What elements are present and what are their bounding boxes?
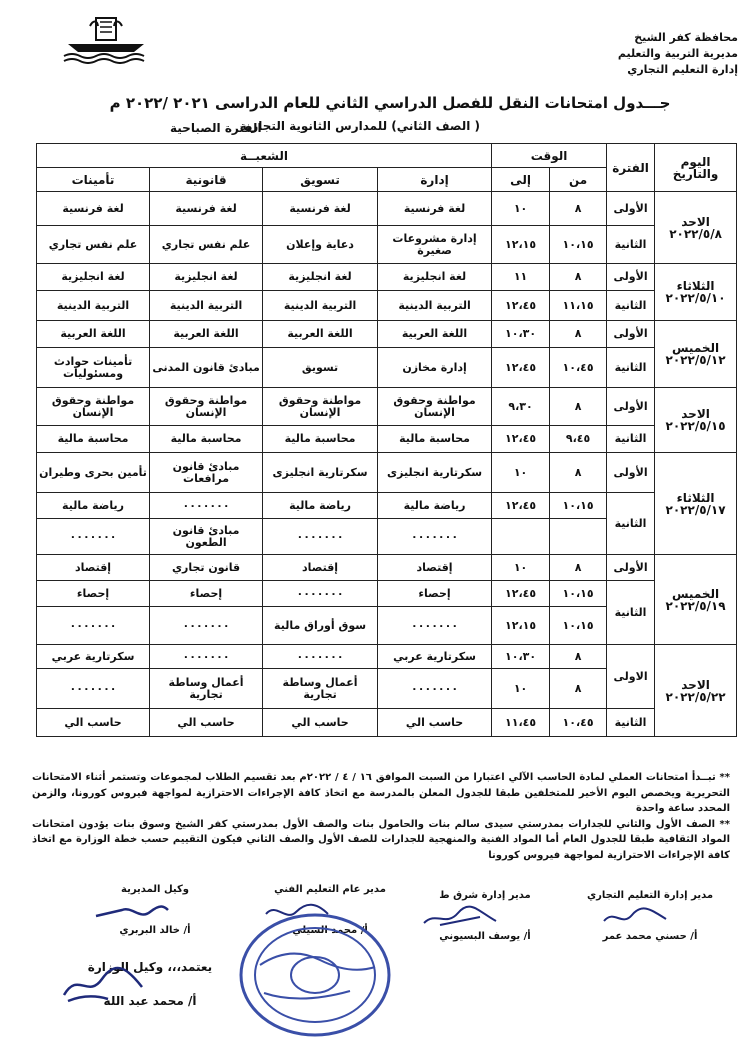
legal-cell: ٠٠٠٠٠٠٠ [150, 645, 263, 669]
admin-cell: لغة فرنسية [378, 192, 492, 226]
to-cell: ٩،٣٠ [492, 388, 550, 426]
signature-scribble-icon [58, 965, 148, 1005]
to-cell [492, 519, 550, 555]
legal-cell: التربية الدينية [150, 291, 263, 321]
exam-date: ٢٠٢٢/٥/١٥ [665, 419, 726, 433]
to-cell: ١٠ [492, 669, 550, 709]
admin-cell: لغة انجليزية [378, 264, 492, 291]
period-cell: الثانية [607, 493, 655, 555]
legal-cell: لغة انجليزية [150, 264, 263, 291]
admin-cell: رياضة مالية [378, 493, 492, 519]
day-date-cell [655, 645, 737, 737]
period-cell: الاولى [607, 645, 655, 709]
day-date-header: اليوم والتاريخ [655, 144, 737, 192]
day-name: الاحد [681, 214, 710, 229]
legal-cell: لغة فرنسية [150, 192, 263, 226]
admin-cell: ٠٠٠٠٠٠٠ [378, 669, 492, 709]
from-cell: ٩،٤٥ [550, 426, 607, 453]
exam-date: ٢٠٢٢/٥/١٧ [665, 502, 726, 517]
period-cell: الأولى [607, 192, 655, 226]
insurance-cell: التربية الدينية [37, 291, 150, 321]
to-cell: ١١ [492, 264, 550, 291]
marketing-cell: تسويق [263, 348, 378, 388]
table-row [37, 555, 737, 581]
to-cell: ١٢،٤٥ [492, 348, 550, 388]
note-computer-practical: ** تبــدأ امتحانات العملي لمادة الحاسب الآلي اعتبارا من السبت الموافق ١٦ / ٤ / ٢٠٢٢م بعد تقسيم الطلاب لمجموعات وتستمر أثناء الامتحانات التحريرية ويخصص اليوم الأخير للمتخلفين طبقا للجدول المعلن بالمدرسة مع اتخاذ كافة الإجراءات الاحترازية لمواجهة فيروس كورونا، والزمن المحدد ساعة واحدة [32, 772, 730, 814]
table-row [37, 645, 737, 669]
legal-cell: مبادئ قانون المدنى [150, 348, 263, 388]
legal-cell: إحصاء [150, 581, 263, 607]
to-cell: ١٢،٤٥ [492, 426, 550, 453]
table-row [37, 709, 737, 737]
insurance-cell: اللغة العربية [37, 321, 150, 348]
marketing-cell: حاسب الي [263, 709, 378, 737]
to-cell: ١٢،٤٥ [492, 493, 550, 519]
legal-cell: علم نفس تجاري [150, 226, 263, 264]
table-row [37, 348, 737, 388]
signature-name: أ/ يوسف البسيوني [439, 931, 531, 942]
admin-cell: سكرتارية عربي [378, 645, 492, 669]
signature-title: مدير إدارة شرق ط [439, 890, 531, 901]
signature-scribble-icon [92, 900, 172, 924]
from-cell: ٨ [550, 388, 607, 426]
day-name: الاحد [681, 407, 710, 421]
legal-cell: مبادئ قانون الطعون [150, 519, 263, 555]
day-date-cell [655, 192, 737, 264]
insurance-cell: لغة انجليزية [37, 264, 150, 291]
boat-logo-icon [60, 16, 152, 64]
exam-date: ٢٠٢٢/٥/٢٢ [665, 689, 726, 704]
admin-cell: اللغة العربية [378, 321, 492, 348]
legal-cell: مواطنة وحقوق الإنسان [150, 388, 263, 426]
admin-cell: إدارة مخازن [378, 348, 492, 388]
marketing-cell: لغة فرنسية [263, 192, 378, 226]
marketing-cell: لغة انجليزية [263, 264, 378, 291]
insurance-cell: ٠٠٠٠٠٠٠ [37, 519, 150, 555]
marketing-cell: ٠٠٠٠٠٠٠ [263, 581, 378, 607]
legal-cell: حاسب الي [150, 709, 263, 737]
insurance-cell: إقتصاد [37, 555, 150, 581]
from-cell: ١١،١٥ [550, 291, 607, 321]
insurance-cell: علم نفس تجاري [37, 226, 150, 264]
official-stamp-icon [230, 905, 400, 1045]
period-cell: الثانية [607, 709, 655, 737]
directorate-label: مديرية التربية والتعليم [617, 47, 738, 60]
grade-subtitle: ( الصف الثاني) للمدارس الثانوية التجارية [239, 119, 480, 133]
admin-cell: محاسبة مالية [378, 426, 492, 453]
period-cell: الأولى [607, 321, 655, 348]
table-row [37, 581, 737, 607]
morning-period-label: الفترة الصباحية [170, 121, 262, 135]
day-date-cell [655, 321, 737, 388]
table-row [37, 493, 737, 519]
to-cell: ١٠ [492, 192, 550, 226]
insurance-cell: رياضة مالية [37, 493, 150, 519]
table-row [37, 264, 737, 291]
signature-name: أ/ محمد السيلي [292, 925, 368, 936]
insurance-header: تأمينات [37, 168, 150, 192]
legal-header: قانونية [150, 168, 263, 192]
admin-cell: سكرتارية انجليزى [378, 453, 492, 493]
admin-cell: مواطنة وحقوق الإنسان [378, 388, 492, 426]
time-header: الوقت [492, 144, 607, 168]
from-cell: ١٠،١٥ [550, 607, 607, 645]
period-cell: الثانية [607, 426, 655, 453]
from-cell: ٨ [550, 645, 607, 669]
insurance-cell: إحصاء [37, 581, 150, 607]
signature-title: مدير عام التعليم الفني [274, 884, 386, 895]
from-cell: ١٠،١٥ [550, 493, 607, 519]
marketing-cell: مواطنة وحقوق الإنسان [263, 388, 378, 426]
insurance-cell: تأمينات حوادث ومسئوليات [37, 348, 150, 388]
day-date-cell [655, 388, 737, 453]
to-cell: ١٢،٤٥ [492, 581, 550, 607]
marketing-cell: أعمال وساطة تجارية [263, 669, 378, 709]
marketing-cell: إقتصاد [263, 555, 378, 581]
ministry-header [618, 30, 738, 78]
signature-scribble-icon [600, 905, 670, 929]
to-cell: ١١،٤٥ [492, 709, 550, 737]
table-row [37, 291, 737, 321]
day-date-cell [655, 264, 737, 321]
marketing-cell: محاسبة مالية [263, 426, 378, 453]
signature-name: أ/ خالد البربري [119, 925, 191, 936]
insurance-cell: لغة فرنسية [37, 192, 150, 226]
signature-name: أ/ حسني محمد عمر [602, 931, 698, 942]
signature-title: وكيل المديرية [121, 884, 189, 895]
marketing-cell: ٠٠٠٠٠٠٠ [263, 519, 378, 555]
admin-cell: ٠٠٠٠٠٠٠ [378, 519, 492, 555]
from-cell: ٨ [550, 453, 607, 493]
period-cell: الأولى [607, 388, 655, 426]
exam-schedule-table [36, 143, 737, 737]
to-cell: ١٠،٣٠ [492, 321, 550, 348]
admin-cell: ٠٠٠٠٠٠٠ [378, 607, 492, 645]
marketing-header: تسويق [263, 168, 378, 192]
page-title: جـــدول امتحانات النقل للفصل الدراسي الثاني للعام الدراسى ٢٠٢١ /٢٠٢٢ م [109, 94, 671, 112]
administration-label: إدارة التعليم التجاري [627, 63, 738, 76]
insurance-cell: مواطنة وحقوق الإنسان [37, 388, 150, 426]
admin-cell: حاسب الي [378, 709, 492, 737]
period-header: الفترة [607, 144, 655, 192]
period-cell: الأولى [607, 264, 655, 291]
schedule-body [37, 192, 737, 737]
admin-cell: إقتصاد [378, 555, 492, 581]
admin-cell: التربية الدينية [378, 291, 492, 321]
table-row [37, 453, 737, 493]
insurance-cell: ٠٠٠٠٠٠٠ [37, 607, 150, 645]
day-name: الاحد [681, 677, 710, 692]
legal-cell: مبادئ قانون مرافعات [150, 453, 263, 493]
insurance-cell: حاسب الي [37, 709, 150, 737]
marketing-cell: ٠٠٠٠٠٠٠ [263, 645, 378, 669]
from-cell [550, 519, 607, 555]
admin-cell: إحصاء [378, 581, 492, 607]
table-row [37, 226, 737, 264]
day-name: الخميس [671, 586, 720, 601]
legal-cell: ٠٠٠٠٠٠٠ [150, 493, 263, 519]
from-cell: ٨ [550, 669, 607, 709]
admin-header: إدارة [378, 168, 492, 192]
governorate-label: محافظة كفر الشيخ [634, 31, 738, 44]
period-cell: الثانية [607, 348, 655, 388]
approval-name: أ/ محمد عبد الله [103, 994, 197, 1008]
exam-date: ٢٠٢٢/٥/١٩ [665, 598, 726, 613]
from-cell: ١٠،١٥ [550, 581, 607, 607]
insurance-cell: ٠٠٠٠٠٠٠ [37, 669, 150, 709]
marketing-cell: التربية الدينية [263, 291, 378, 321]
to-cell: ١٢،٤٥ [492, 291, 550, 321]
day-name: الخميس [671, 341, 720, 355]
to-cell: ١٠ [492, 453, 550, 493]
exam-date: ٢٠٢٢/٥/٨ [669, 226, 722, 241]
exam-date: ٢٠٢٢/٥/١٠ [665, 291, 726, 305]
from-cell: ٨ [550, 192, 607, 226]
to-cell: ١٢،١٥ [492, 607, 550, 645]
marketing-cell: دعاية وإعلان [263, 226, 378, 264]
insurance-cell: سكرتارية عربي [37, 645, 150, 669]
legal-cell: محاسبة مالية [150, 426, 263, 453]
period-cell: الثانية [607, 581, 655, 645]
to-header: إلى [492, 168, 550, 192]
marketing-cell: سوق أوراق مالية [263, 607, 378, 645]
signature-scribble-icon [420, 905, 500, 931]
from-cell: ٨ [550, 264, 607, 291]
exam-date: ٢٠٢٢/٥/١٢ [665, 353, 726, 367]
period-cell: الثانية [607, 226, 655, 264]
legal-cell: قانون تجاري [150, 555, 263, 581]
from-cell: ١٠،٤٥ [550, 348, 607, 388]
from-cell: ١٠،١٥ [550, 226, 607, 264]
to-cell: ١٢،١٥ [492, 226, 550, 264]
approval-title: يعتمد،،، وكيل الوزارة [87, 960, 213, 974]
division-header: الشعبــة [37, 144, 492, 168]
from-cell: ١٠،٤٥ [550, 709, 607, 737]
day-name: الثلاثاء [676, 490, 715, 505]
table-row [37, 192, 737, 226]
legal-cell: ٠٠٠٠٠٠٠ [150, 607, 263, 645]
legal-cell: اللغة العربية [150, 321, 263, 348]
day-date-cell [655, 453, 737, 555]
marketing-cell: سكرتارية انجليزى [263, 453, 378, 493]
from-header: من [550, 168, 607, 192]
marketing-cell: رياضة مالية [263, 493, 378, 519]
table-row [37, 426, 737, 453]
admin-cell: إدارة مشروعات صغيرة [378, 226, 492, 264]
notes-section [32, 770, 730, 863]
from-cell: ٨ [550, 321, 607, 348]
table-row [37, 388, 737, 426]
day-name: الثلاثاء [676, 279, 715, 293]
signature-title: مدير إدارة التعليم التجاري [586, 890, 714, 901]
period-cell: الأولى [607, 555, 655, 581]
period-cell: الأولى [607, 453, 655, 493]
marketing-cell: اللغة العربية [263, 321, 378, 348]
from-cell: ٨ [550, 555, 607, 581]
note-competencies: ** الصف الأول والثاني للجدارات بمدرستي سيدى سالم بنات والحامول بنات والصف الأول بمدرستي كفر الشيخ وسوق بنات يؤدون امتحانات المواد الثقافية طبقا للجدول العام أما المواد الفنية والمنهجية للجدارات للصف الأول والصف الثاني فيكون التقييم حسب خطة الوزارة مع اتخاذ كافة الإجراءات الاحترازية لمواجهة فيروس كورونا [32, 818, 730, 861]
day-date-cell [655, 555, 737, 645]
to-cell: ١٠ [492, 555, 550, 581]
legal-cell: أعمال وساطة تجارية [150, 669, 263, 709]
insurance-cell: محاسبة مالية [37, 426, 150, 453]
to-cell: ١٠،٣٠ [492, 645, 550, 669]
table-row [37, 321, 737, 348]
period-cell: الثانية [607, 291, 655, 321]
insurance-cell: تأمين بحرى وطيران [37, 453, 150, 493]
